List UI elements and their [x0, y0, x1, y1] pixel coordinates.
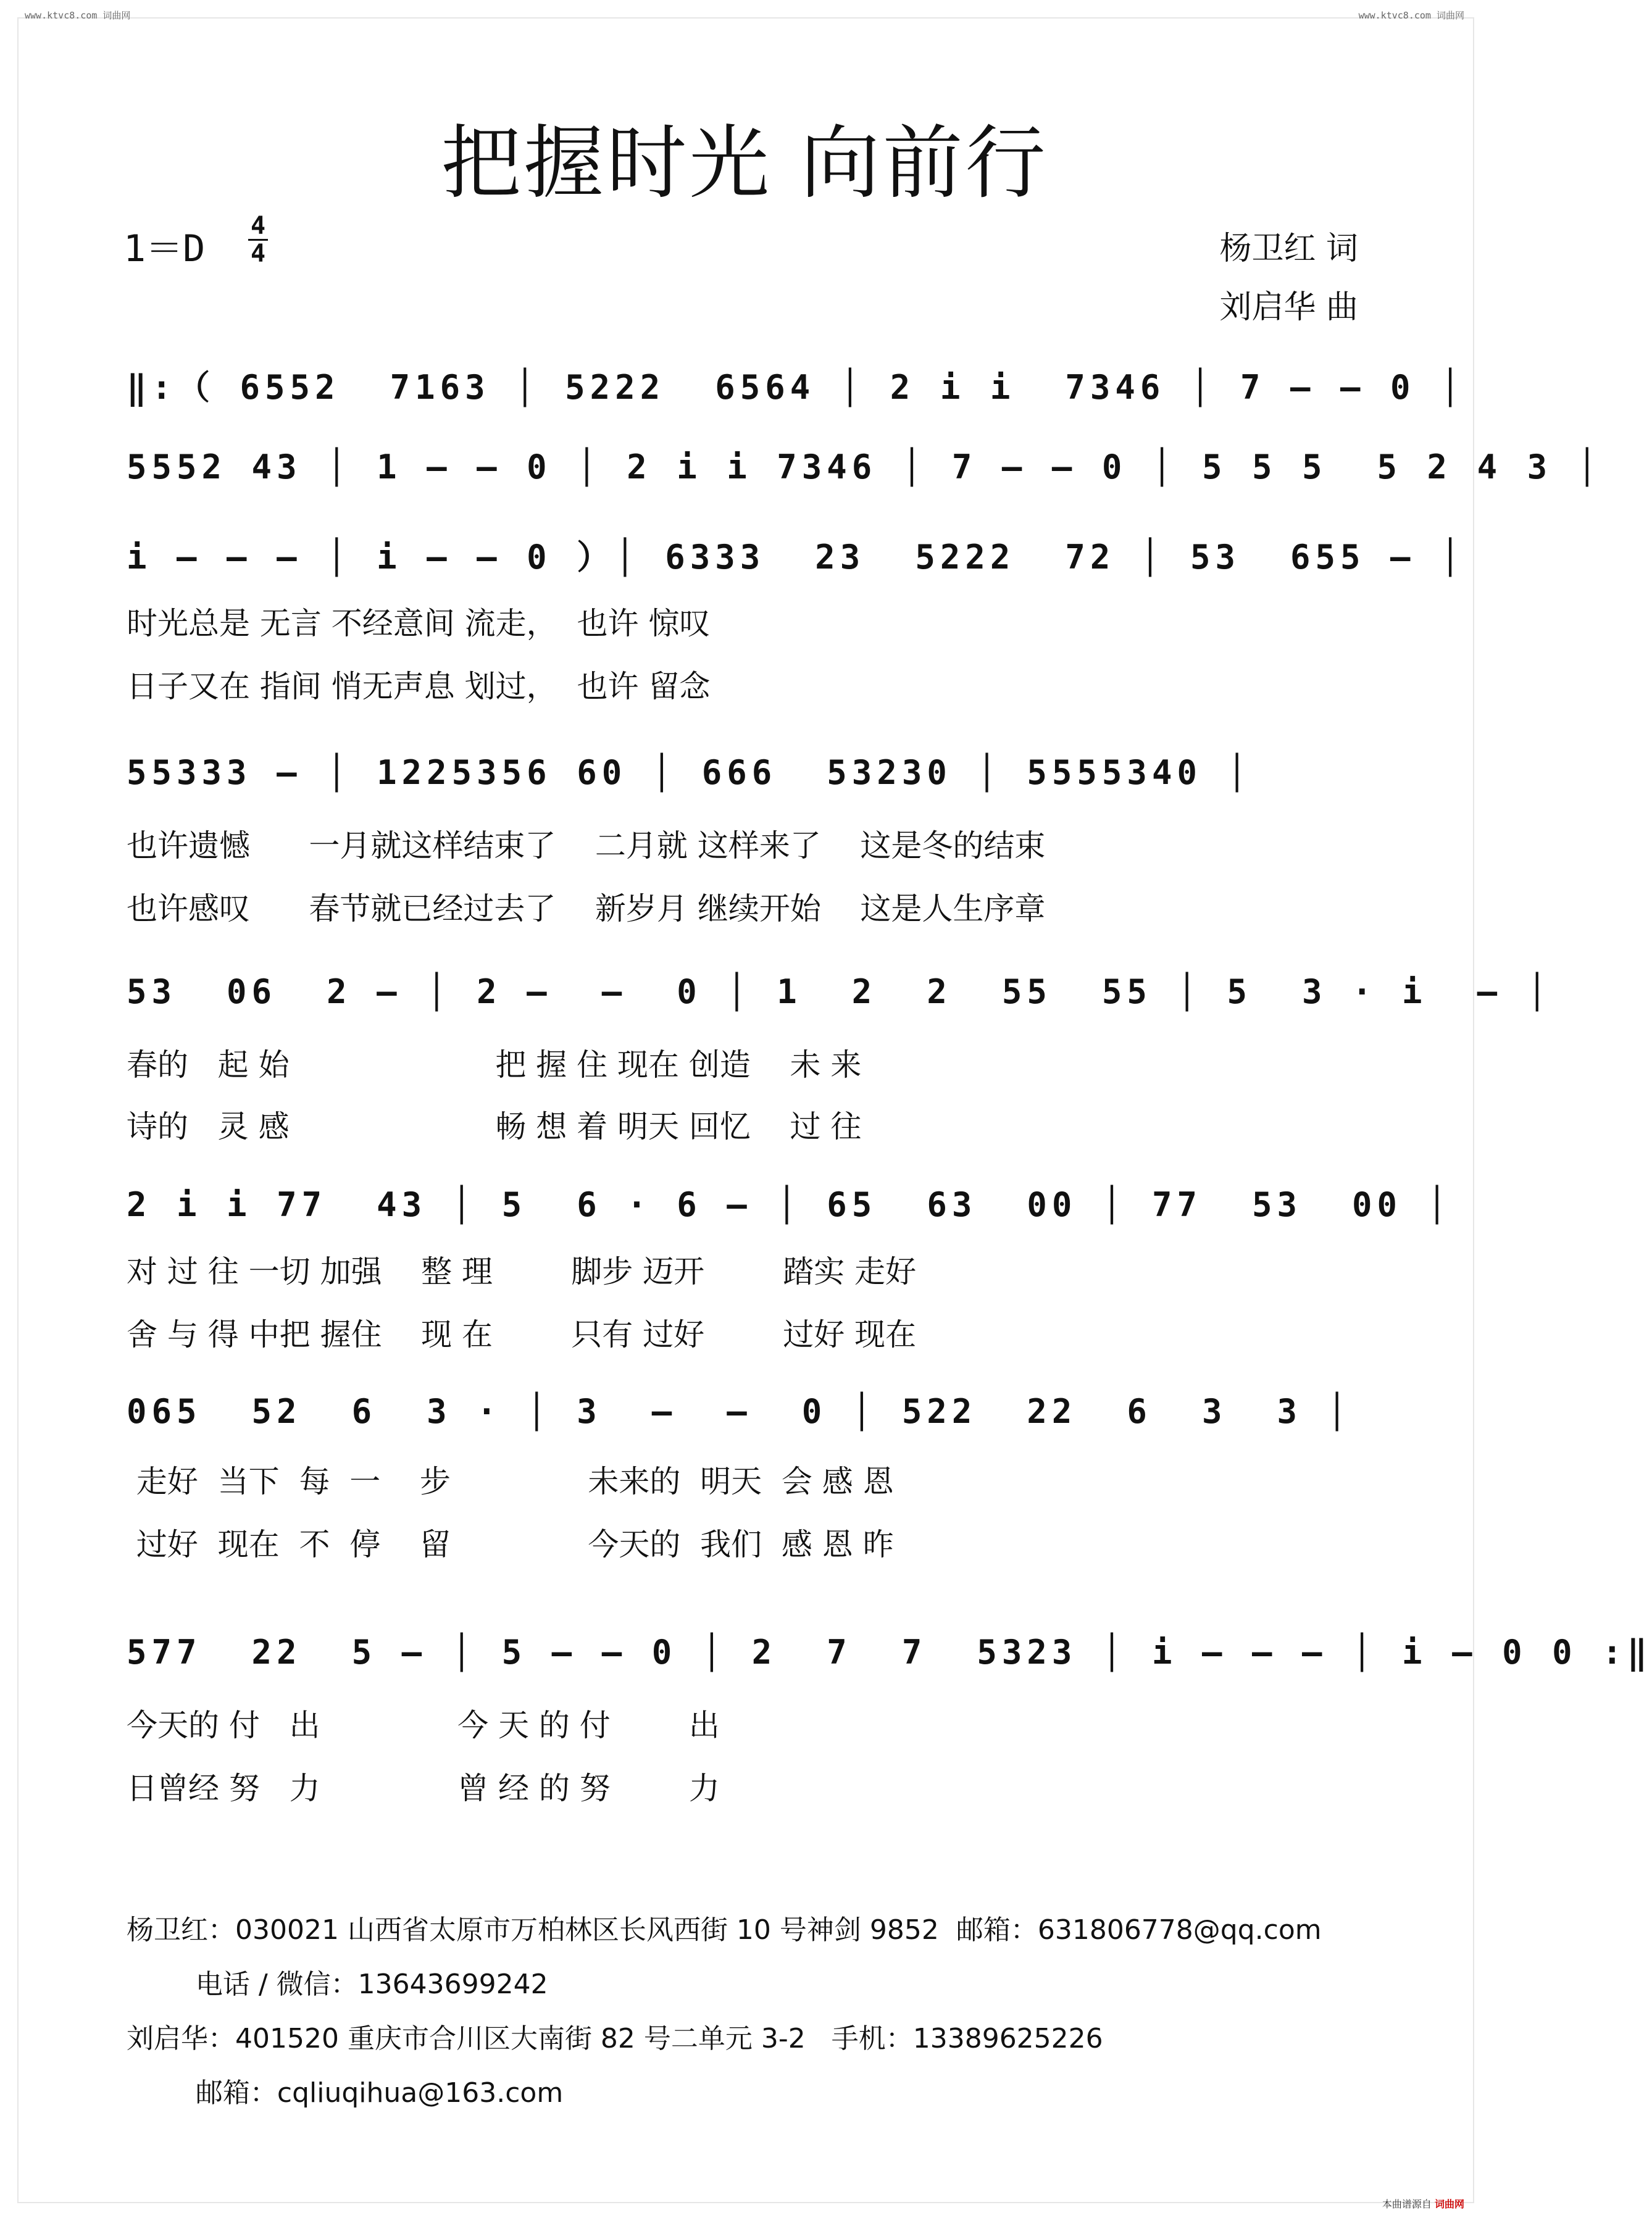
lyric-row-3-verse-2: 日子又在 指间 悄无声息 划过， 也许 留念	[127, 669, 711, 704]
time-bottom: 4	[250, 240, 266, 268]
composer-credit: 刘启华 曲	[1219, 289, 1358, 326]
lyric-row-6-verse-1: 对 过 往 一切 加强 整 理 脚步 迈开 踏实 走好	[127, 1254, 917, 1290]
lyric-row-5-verse-2: 诗的 灵 感 畅 想 着 明天 回忆 过 往	[127, 1109, 862, 1144]
lyric-row-3-verse-1: 时光总是 无言 不经意间 流走， 也许 惊叹	[127, 606, 711, 641]
footer-left: 本曲谱源自	[1382, 2198, 1432, 2210]
lyric-row-4-verse-1: 也许遗憾 一月就这样结束了 二月就 这样来了 这是冬的结束	[127, 828, 1046, 864]
time-top: 4	[250, 212, 266, 240]
lyric-row-5-verse-1: 春的 起 始 把 握 住 现在 创造 未 来	[127, 1047, 862, 1083]
lyric-row-6-verse-2: 舍 与 得 中把 握住 现 在 只有 过好 过好 现在	[127, 1317, 917, 1353]
contact-line-4: 邮箱：cqliuqihua@163.com	[127, 2077, 564, 2109]
contact-line-3: 刘启华：401520 重庆市合川区大南街 82 号二单元 3-2 手机：13389625226	[127, 2023, 1103, 2054]
score-row-3: i – – – │ i – – 0 ）│ 6333 23 5222 72 │ 53 655 – │	[127, 538, 1466, 577]
score-row-2: 5552 43 │ 1 – – 0 │ 2 i i 7346 │ 7 – – 0 │ 5 5 5 5 2 4 3 │	[127, 448, 1603, 486]
header-left: www.ktvc8.com 词曲网	[25, 10, 131, 21]
key-signature: 1＝D	[123, 227, 206, 270]
lyric-row-8-verse-1: 今天的 付 出 今 天 的 付 出	[127, 1707, 720, 1743]
contact-line-2: 电话 / 微信：13643699242	[127, 1969, 548, 2000]
footer-right: 词曲网	[1434, 2198, 1464, 2210]
contact-line-1: 杨卫红：030021 山西省太原市万柏林区长风西街 10 号神剑 9852 邮箱：631806778@qq.com	[127, 1914, 1322, 1946]
score-row-1: ‖:（ 6552 7163 │ 5222 6564 │ 2 i i 7346 │ 7 – – 0 │	[127, 368, 1466, 407]
score-row-4: 55333 – │ 1225356 60 │ 666 53230 │ 5555340 │	[127, 753, 1252, 792]
score-row-5: 53 06 2 – │ 2 – – 0 │ 1 2 2 55 55 │ 5 3 · i – │	[127, 972, 1553, 1011]
score-row-6: 2 i i 77 43 │ 5 6 · 6 – │ 65 63 00 │ 77 53 00 │	[127, 1185, 1453, 1224]
footer	[1382, 2196, 1464, 2211]
header-right: www.ktvc8.com 词曲网	[1358, 10, 1464, 21]
lyric-row-4-verse-2: 也许感叹 春节就已经过去了 新岁月 继续开始 这是人生序章	[127, 891, 1046, 927]
lyric-row-7-verse-2: 过好 现在 不 停 留 今天的 我们 感 恩 昨	[127, 1527, 894, 1562]
lyricist-credit: 杨卫红 词	[1219, 230, 1358, 267]
lyric-row-8-verse-2: 日曾经 努 力 曾 经 的 努 力	[127, 1770, 720, 1806]
score-row-7: 065 52 6 3 · │ 3 – – 0 │ 522 22 6 3 3 │	[127, 1392, 1353, 1431]
song-title: 把握时光 向前行	[441, 116, 1048, 210]
time-signature	[246, 213, 270, 267]
lyric-row-7-verse-1: 走好 当下 每 一 步 未来的 明天 会 感 恩	[127, 1464, 894, 1499]
score-row-8: 577 22 5 – │ 5 – – 0 │ 2 7 7 5323 │ i – – – │ i – 0 0 :‖	[127, 1633, 1652, 1672]
